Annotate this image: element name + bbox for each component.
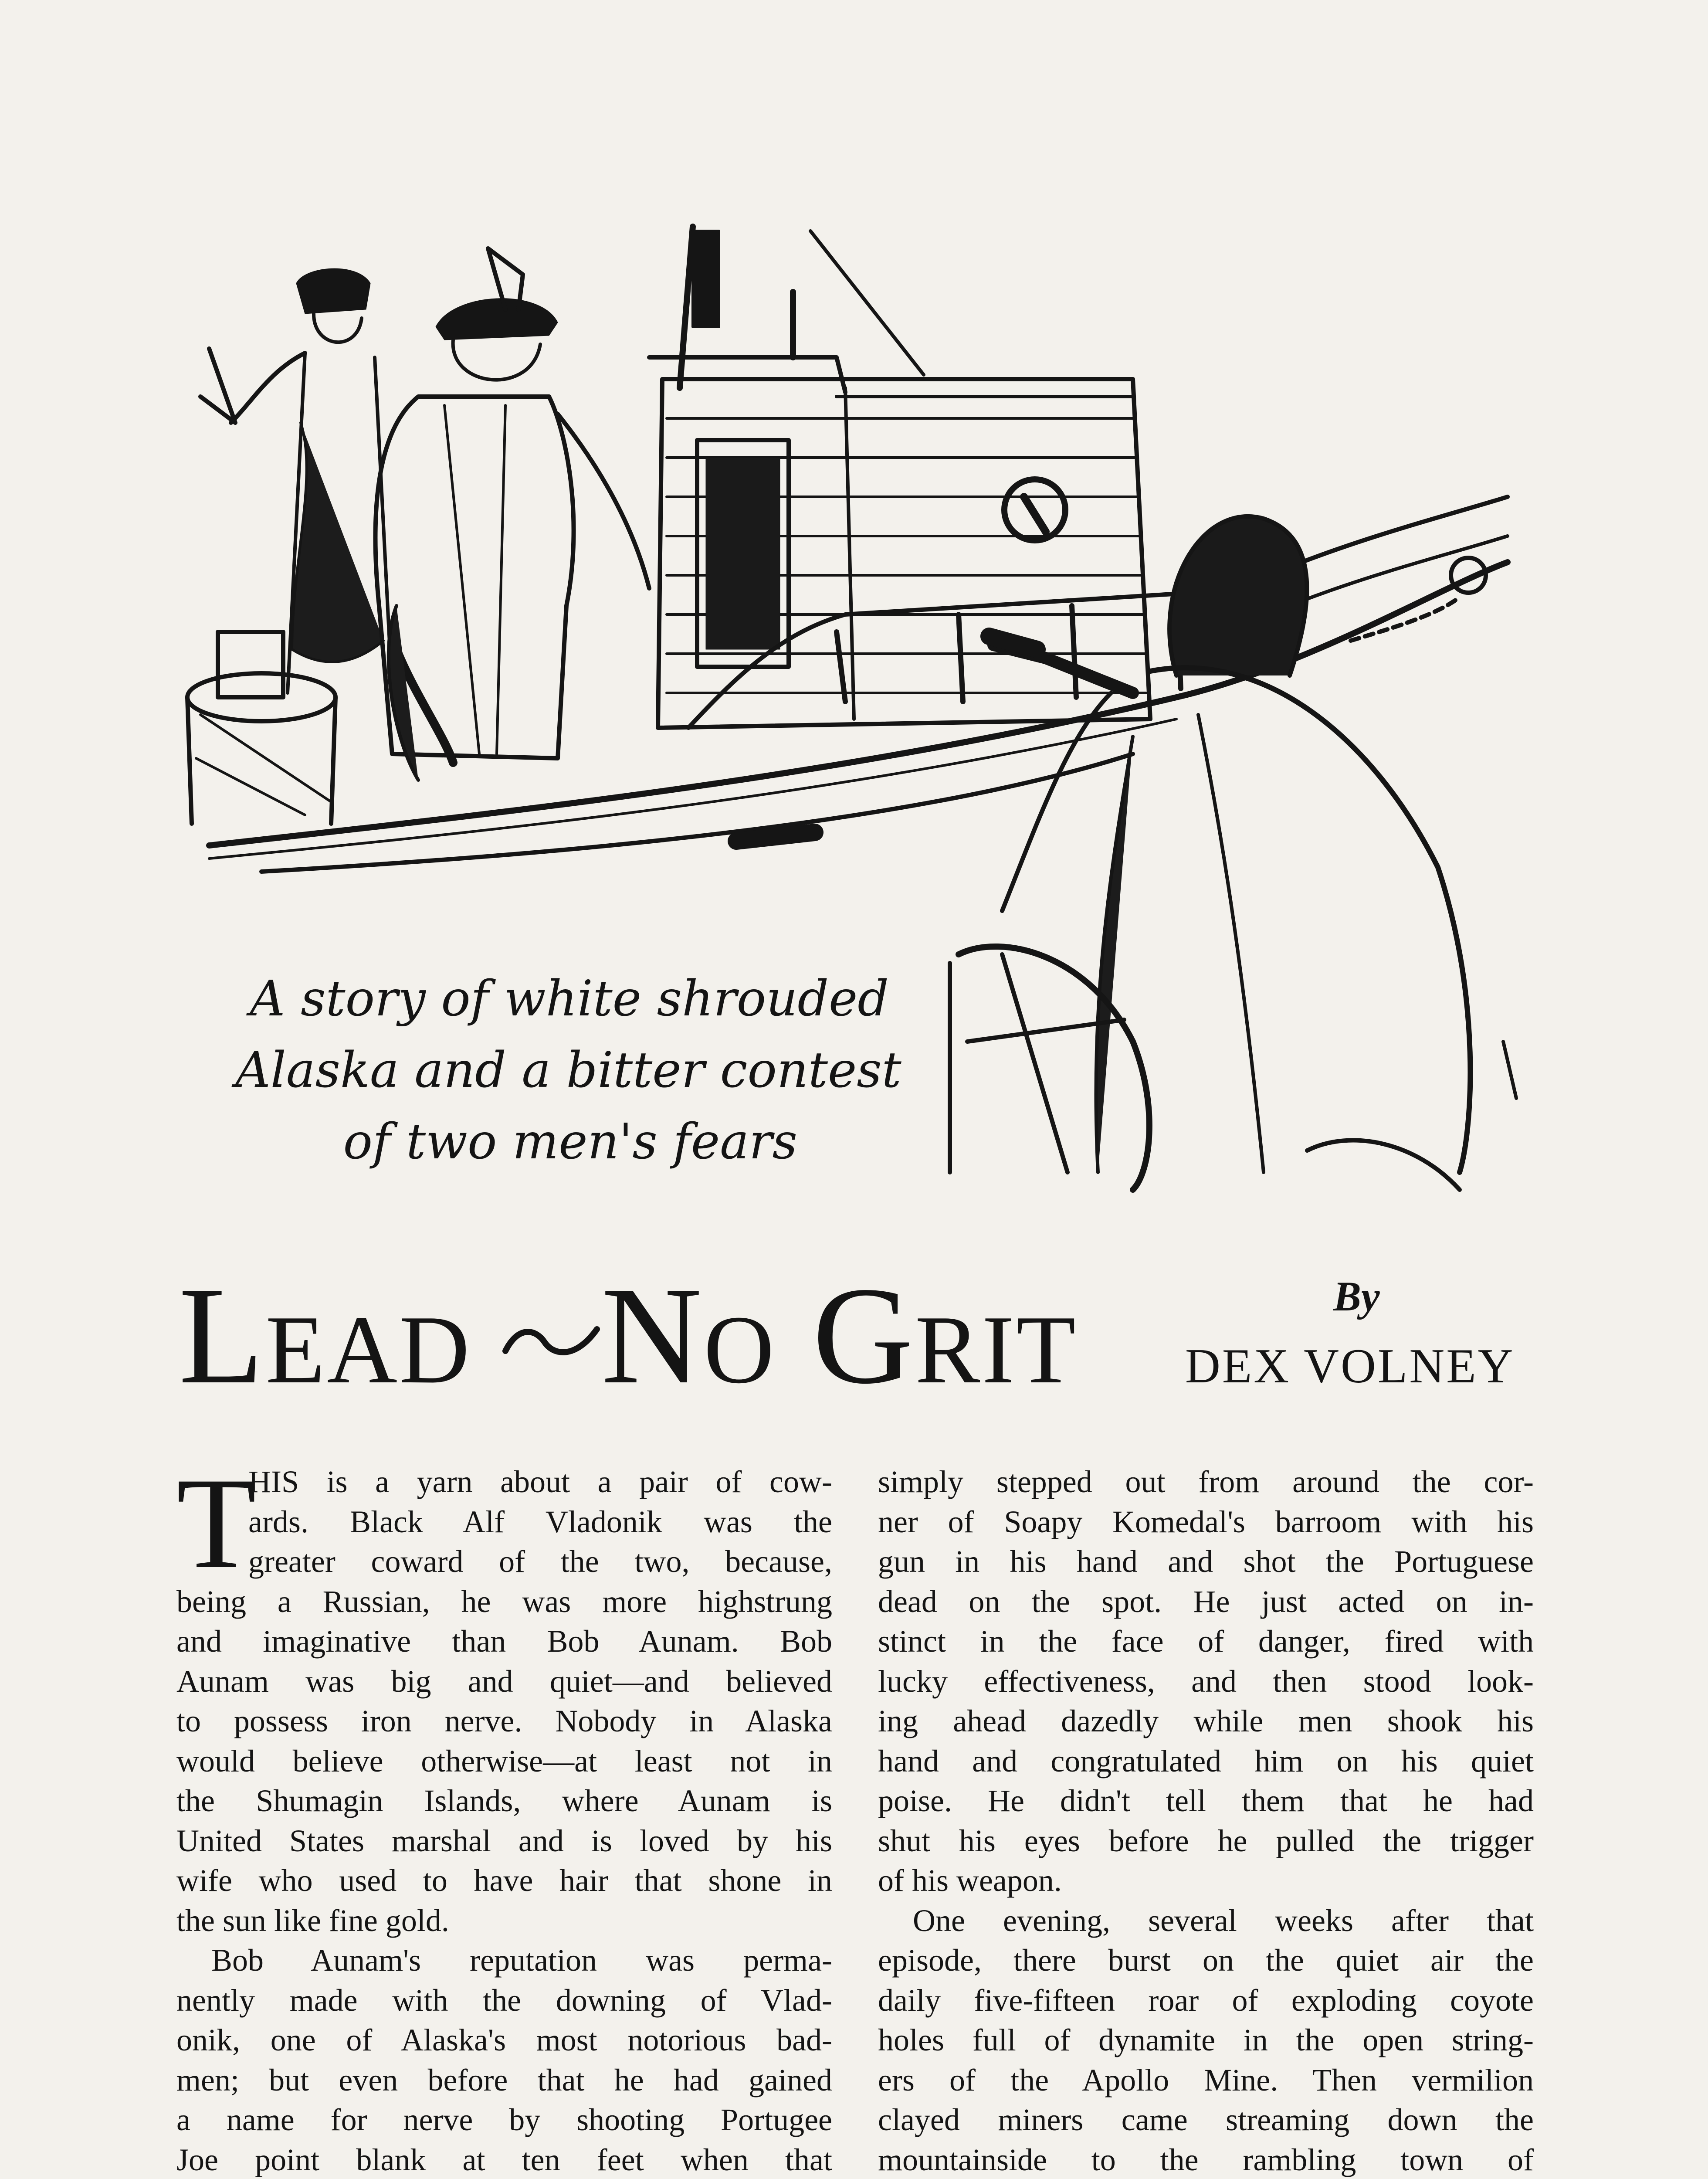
text-line: poise. He didn't tell them that he had (878, 1783, 1534, 1818)
text-line: the sun like fine gold. (176, 1903, 449, 1938)
text-line: ers of the Apollo Mine. Then vermilion (878, 2062, 1534, 2098)
text-line: Bob Aunam's reputation was perma- (211, 1943, 832, 1978)
byline (1176, 1273, 1534, 1403)
text-line: Joe point blank at ten feet when that (176, 2142, 832, 2177)
story-title (179, 1259, 1159, 1413)
text-line: being a Russian, he was more highstrung (176, 1584, 832, 1619)
text-line: lucky effectiveness, and then stood look- (878, 1663, 1534, 1699)
text-line: stinct in the face of danger, fired with (878, 1624, 1534, 1659)
title-swash-ornament (501, 1316, 601, 1364)
text-line: the Shumagin Islands, where Aunam is (176, 1783, 832, 1818)
text-line: simply stepped out from around the cor- (878, 1464, 1534, 1499)
text-line: onik, one of Alaska's most notorious bad- (176, 2023, 832, 2057)
text-line: HIS is a yarn about a pair of cow- (248, 1464, 832, 1499)
text-line: episode, there burst on the quiet air the (878, 1943, 1534, 1978)
blurb-line: A story of white shrouded (250, 971, 889, 1027)
text-line: gun in his hand and shot the Portuguese (878, 1544, 1534, 1579)
text-line: shut his eyes before he pulled the trigger (878, 1823, 1534, 1858)
text-line: would believe otherwise—at least not in (176, 1743, 832, 1778)
text-line: Aunam was big and quiet—and believed (176, 1663, 832, 1699)
text-line: wife who used to have hair that shone in (176, 1863, 832, 1898)
text-line: ner of Soapy Komedal's barroom with his (878, 1504, 1534, 1539)
text-line: hand and congratulated him on his quiet (878, 1743, 1534, 1778)
text-column-right (878, 1462, 1534, 2179)
text-line: dead on the spot. He just acted on in- (878, 1584, 1534, 1619)
text-line: holes full of dynamite in the open string- (878, 2023, 1534, 2057)
text-line: of his weapon. (878, 1863, 1062, 1898)
text-line: One evening, several weeks after that (913, 1903, 1534, 1938)
drop-cap: T (176, 1451, 257, 1595)
by-label: By (1333, 1273, 1380, 1320)
author-name: DEX VOLNEY (1185, 1339, 1515, 1393)
text-line: and imaginative than Bob Aunam. Bob (176, 1624, 832, 1659)
text-line: to possess iron nerve. Nobody in Alaska (176, 1704, 832, 1738)
text-line: men; but even before that he had gained (176, 2062, 832, 2098)
text-line: ing ahead dazedly while men shook his (878, 1704, 1534, 1738)
text-line: clayed miners came streaming down the (878, 2102, 1534, 2137)
text-line: mountainside to the rambling town of (878, 2142, 1534, 2177)
text-line: nently made with the downing of Vlad- (176, 1982, 832, 2018)
text-line: daily five-fifteen roar of exploding coyote (878, 1982, 1534, 2018)
blurb-line: Alaska and a bitter contest (235, 1042, 901, 1099)
text-line: ards. Black Alf Vladonik was the (248, 1504, 832, 1539)
text-column-left (176, 1451, 832, 2179)
text-line: United States marshal and is loved by his (176, 1823, 832, 1858)
text-line: greater coward of the two, because, (248, 1544, 832, 1579)
story-blurb (235, 963, 901, 1178)
text-line: a name for nerve by shooting Portugee (176, 2102, 832, 2137)
blurb-line: of two men's fears (343, 1113, 797, 1170)
title-right-words: No Grit (601, 1259, 1078, 1413)
title-left-word: Lead (179, 1259, 471, 1413)
